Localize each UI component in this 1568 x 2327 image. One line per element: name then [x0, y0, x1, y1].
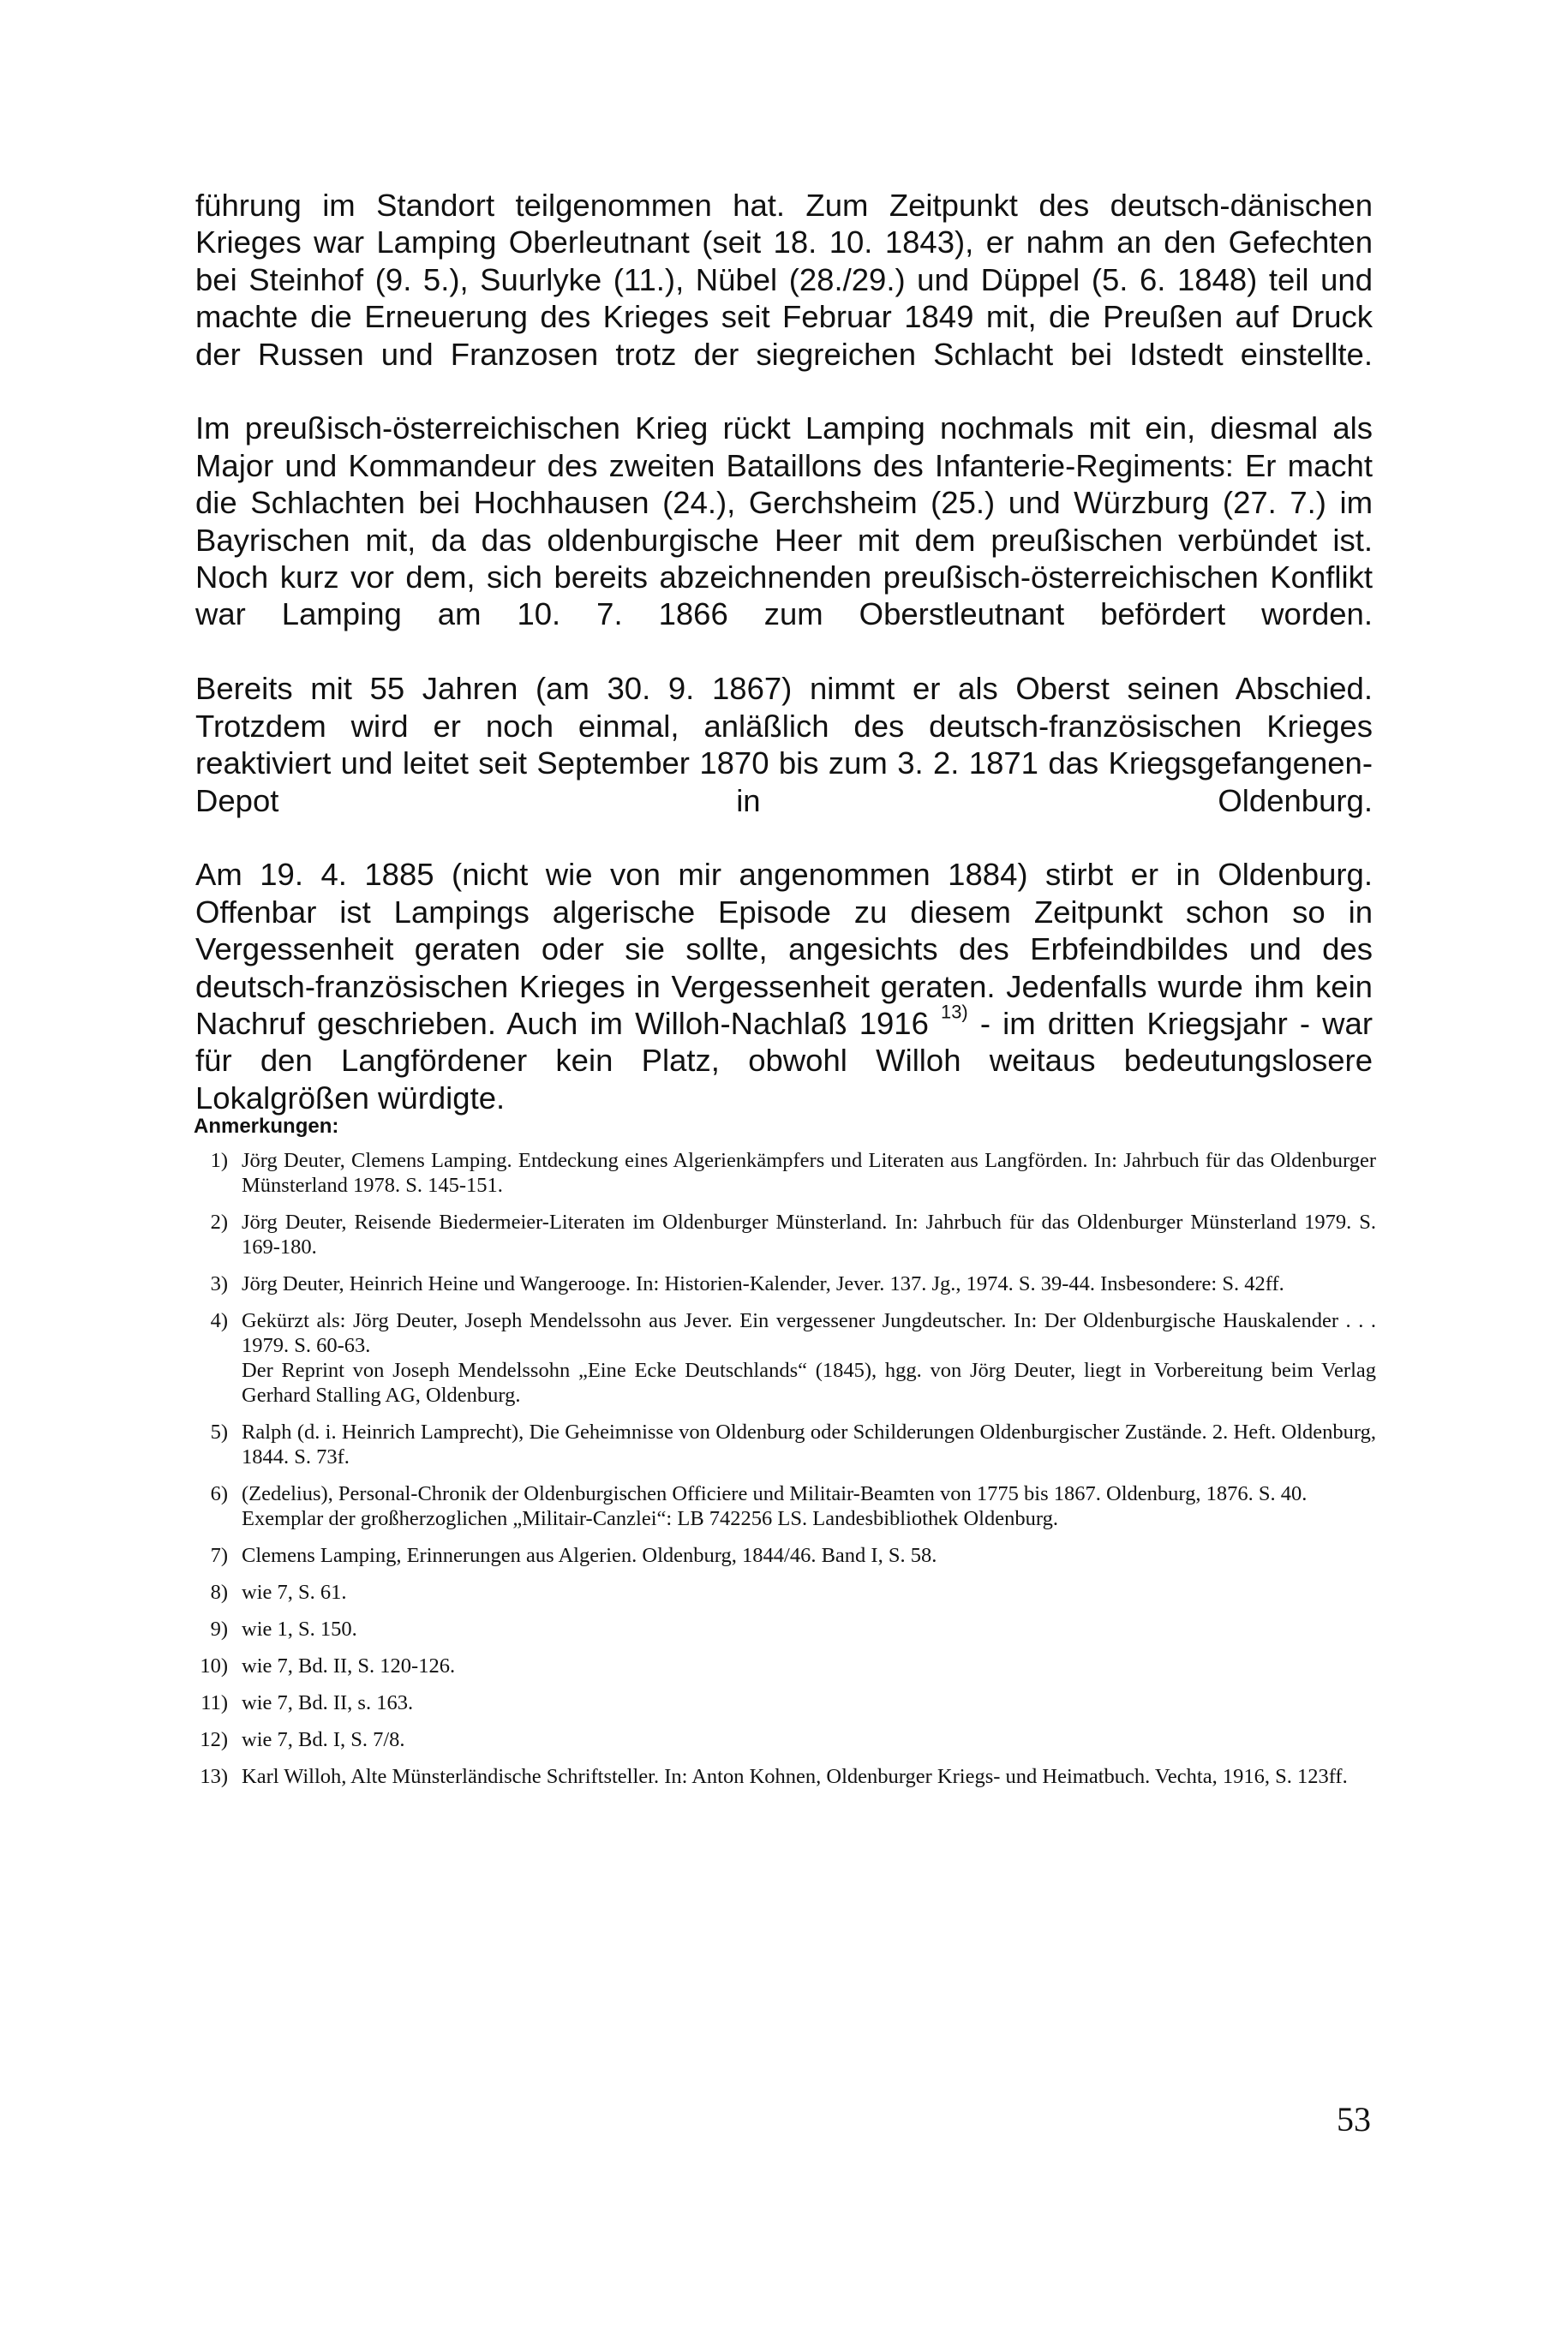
note-text: Exemplar der großherzoglichen „Militair-Canzlei“: LB 742256 LS. Landesbibliothek Oldenburg.	[242, 1507, 1058, 1530]
note-number: 9)	[210, 1618, 228, 1641]
paragraph	[195, 856, 1373, 1116]
note-number: 8)	[210, 1581, 228, 1604]
page-number: 53	[1337, 2100, 1371, 2139]
note-item	[194, 1580, 1376, 1605]
notes-list	[194, 1148, 1376, 1789]
note-number: 13)	[200, 1765, 228, 1788]
note-item	[194, 1690, 1376, 1715]
note-text: wie 7, Bd. II, S. 120-126.	[242, 1654, 456, 1678]
paragraph-text: führung im Standort teilgenommen hat. Zum Zeitpunkt des deutsch-dänischen Krieges war Lamping Oberleutnant (seit 18. 10. 1843), er nahm an den Gefechten bei Steinhof (9. 5.), Suurlyke (11.), Nübel (28./29.) und Düppel (5. 6. 1848) teil und machte die Erneuerung des Krieges seit Februar 1849 mit, die Preußen auf Druck der Russen und Franzosen trotz der siegreichen Schlacht bei Idstedt einstellte.	[195, 188, 1373, 372]
note-number: 12)	[200, 1728, 228, 1751]
note-item	[194, 1764, 1376, 1789]
note-text: wie 1, S. 150.	[242, 1618, 357, 1641]
paragraph-text: Im preußisch-österreichischen Krieg rückt Lamping nochmals mit ein, diesmal als Major und Kommandeur des zweiten Bataillons des Infanterie-Regiments: Er macht die Schlachten bei Hochhausen (24.), Gerchsheim (25.) und Würzburg (27. 7.) im Bayrischen mit, da das oldenburgische Heer mit dem preußischen verbündet ist. Noch kurz vor dem, sich bereits abzeichnenden preußisch-österreichischen Konflikt war Lamping am 10. 7. 1866 zum Oberstleutnant befördert worden.	[195, 410, 1373, 632]
note-text: Jörg Deuter, Reisende Biedermeier-Literaten im Oldenburger Münsterland. In: Jahrbuch für das Oldenburger Münsterland 1979. S. 169-180.	[242, 1211, 1376, 1259]
note-item	[194, 1271, 1376, 1296]
note-number: 1)	[210, 1149, 228, 1172]
note-number: 10)	[200, 1654, 228, 1678]
notes-heading: Anmerkungen:	[194, 1115, 339, 1138]
note-number: 3)	[210, 1272, 228, 1295]
note-item	[194, 1420, 1376, 1469]
notes-section	[194, 1114, 1376, 1801]
note-text: Ralph (d. i. Heinrich Lamprecht), Die Geheimnisse von Oldenburg oder Schilderungen Oldenburgischer Zustände. 2. Heft. Oldenburg, 1844. S. 73f.	[242, 1421, 1376, 1469]
paragraph-text: Am 19. 4. 1885 (nicht wie von mir angenommen 1884) stirbt er in Oldenburg. Offenbar ist Lampings algerische Episode zu diesem Zeitpunkt schon so in Vergessenheit geraten oder sie sollte, angesichts des Erbfeindbildes und des deutsch-französischen Krieges in Vergessenheit geraten. Jedenfalls wurde ihm kein Nachruf geschrieben. Auch im Willoh-Nachlaß 1916	[195, 857, 1373, 1041]
note-number: 5)	[210, 1421, 228, 1444]
note-number: 6)	[210, 1482, 228, 1505]
paragraph-text: Bereits mit 55 Jahren (am 30. 9. 1867) nimmt er als Oberst seinen Abschied. Trotzdem wird er noch einmal, anläßlich des deutsch-französischen Krieges reaktiviert und leitet seit September 1870 bis zum 3. 2. 1871 das Kriegsgefangenen-Depot in Oldenburg.	[195, 671, 1373, 818]
main-text	[195, 187, 1373, 1116]
note-text: wie 7, Bd. I, S. 7/8.	[242, 1728, 405, 1751]
paragraph	[195, 187, 1373, 410]
note-item	[194, 1308, 1376, 1408]
note-text: wie 7, Bd. II, s. 163.	[242, 1691, 414, 1714]
note-number: 11)	[200, 1691, 228, 1714]
note-text: Jörg Deuter, Clemens Lamping. Entdeckung eines Algerienkämpfers und Literaten aus Langförden. In: Jahrbuch für das Oldenburger Münsterland 1978. S. 145-151.	[242, 1149, 1376, 1197]
note-text: Clemens Lamping, Erinnerungen aus Algerien. Oldenburg, 1844/46. Band I, S. 58.	[242, 1544, 937, 1567]
footnote-reference: 13)	[941, 1001, 968, 1023]
note-text: Der Reprint von Joseph Mendelssohn „Eine Ecke Deutschlands“ (1845), hgg. von Jörg Deuter, liegt in Vorbereitung beim Verlag Gerhard Stalling AG, Oldenburg.	[242, 1359, 1376, 1407]
paragraph-text: - im dritten Kriegsjahr - war für den Langfördener kein Platz, obwohl Willoh weitaus bedeutungslosere Lokalgrößen würdigte.	[195, 1005, 1373, 1116]
note-item	[194, 1148, 1376, 1198]
paragraph	[195, 410, 1373, 670]
note-number: 4)	[210, 1309, 228, 1332]
note-text: (Zedelius), Personal-Chronik der Oldenburgischen Officiere und Militair-Beamten von 1775 bis 1867. Oldenburg, 1876. S. 40.	[242, 1482, 1308, 1505]
note-item	[194, 1654, 1376, 1678]
paragraph	[195, 670, 1373, 856]
note-number: 2)	[210, 1211, 228, 1234]
note-item	[194, 1727, 1376, 1752]
note-number: 7)	[210, 1544, 228, 1567]
note-text: Karl Willoh, Alte Münsterländische Schriftsteller. In: Anton Kohnen, Oldenburger Kriegs- und Heimatbuch. Vechta, 1916, S. 123ff.	[242, 1765, 1348, 1788]
note-item	[194, 1210, 1376, 1259]
note-text: wie 7, S. 61.	[242, 1581, 347, 1604]
note-item	[194, 1543, 1376, 1568]
note-text: Jörg Deuter, Heinrich Heine und Wangerooge. In: Historien-Kalender, Jever. 137. Jg., 1974. S. 39-44. Insbesondere: S. 42ff.	[242, 1272, 1284, 1295]
note-item	[194, 1481, 1376, 1531]
note-text: Gekürzt als: Jörg Deuter, Joseph Mendelssohn aus Jever. Ein vergessener Jungdeutscher. In: Der Oldenburgische Hauskalender . . . 1979. S. 60-63.	[242, 1309, 1376, 1357]
note-item	[194, 1617, 1376, 1642]
